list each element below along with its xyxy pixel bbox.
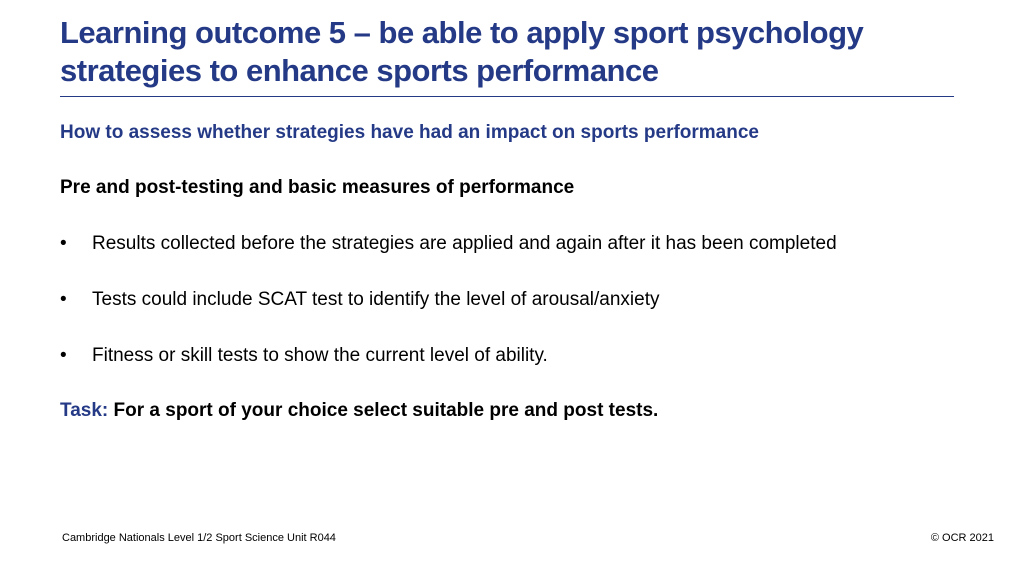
slide-title: Learning outcome 5 – be able to apply sport psychology strategies to enhance sports performance	[60, 15, 864, 88]
bullet-text: Fitness or skill tests to show the current level of ability.	[92, 345, 548, 366]
bullet-item-scat-test	[60, 288, 960, 312]
section-heading: Pre and post-testing and basic measures of performance	[60, 177, 575, 198]
footer-copyright: © OCR 2021	[930, 532, 994, 544]
bullet-item-fitness-tests	[60, 344, 960, 368]
task-label: Task:	[60, 400, 109, 421]
bullet-text: Tests could include SCAT test to identify the level of arousal/anxiety	[92, 289, 660, 310]
bullet-icon: •	[60, 345, 67, 366]
task-text: For a sport of your choice select suitable pre and post tests.	[113, 400, 659, 421]
title-divider	[60, 96, 954, 97]
bullet-text: Results collected before the strategies are applied and again after it has been completed	[92, 233, 837, 254]
footer-course-name: Cambridge Nationals Level 1/2 Sport Science Unit R044	[62, 532, 336, 544]
bullet-icon: •	[60, 289, 67, 310]
bullet-list	[60, 232, 960, 400]
bullet-item-results-collected	[60, 232, 960, 256]
bullet-icon: •	[60, 233, 67, 254]
slide-subheading: How to assess whether strategies have had an impact on sports performance	[60, 122, 759, 143]
task-line	[60, 399, 658, 423]
